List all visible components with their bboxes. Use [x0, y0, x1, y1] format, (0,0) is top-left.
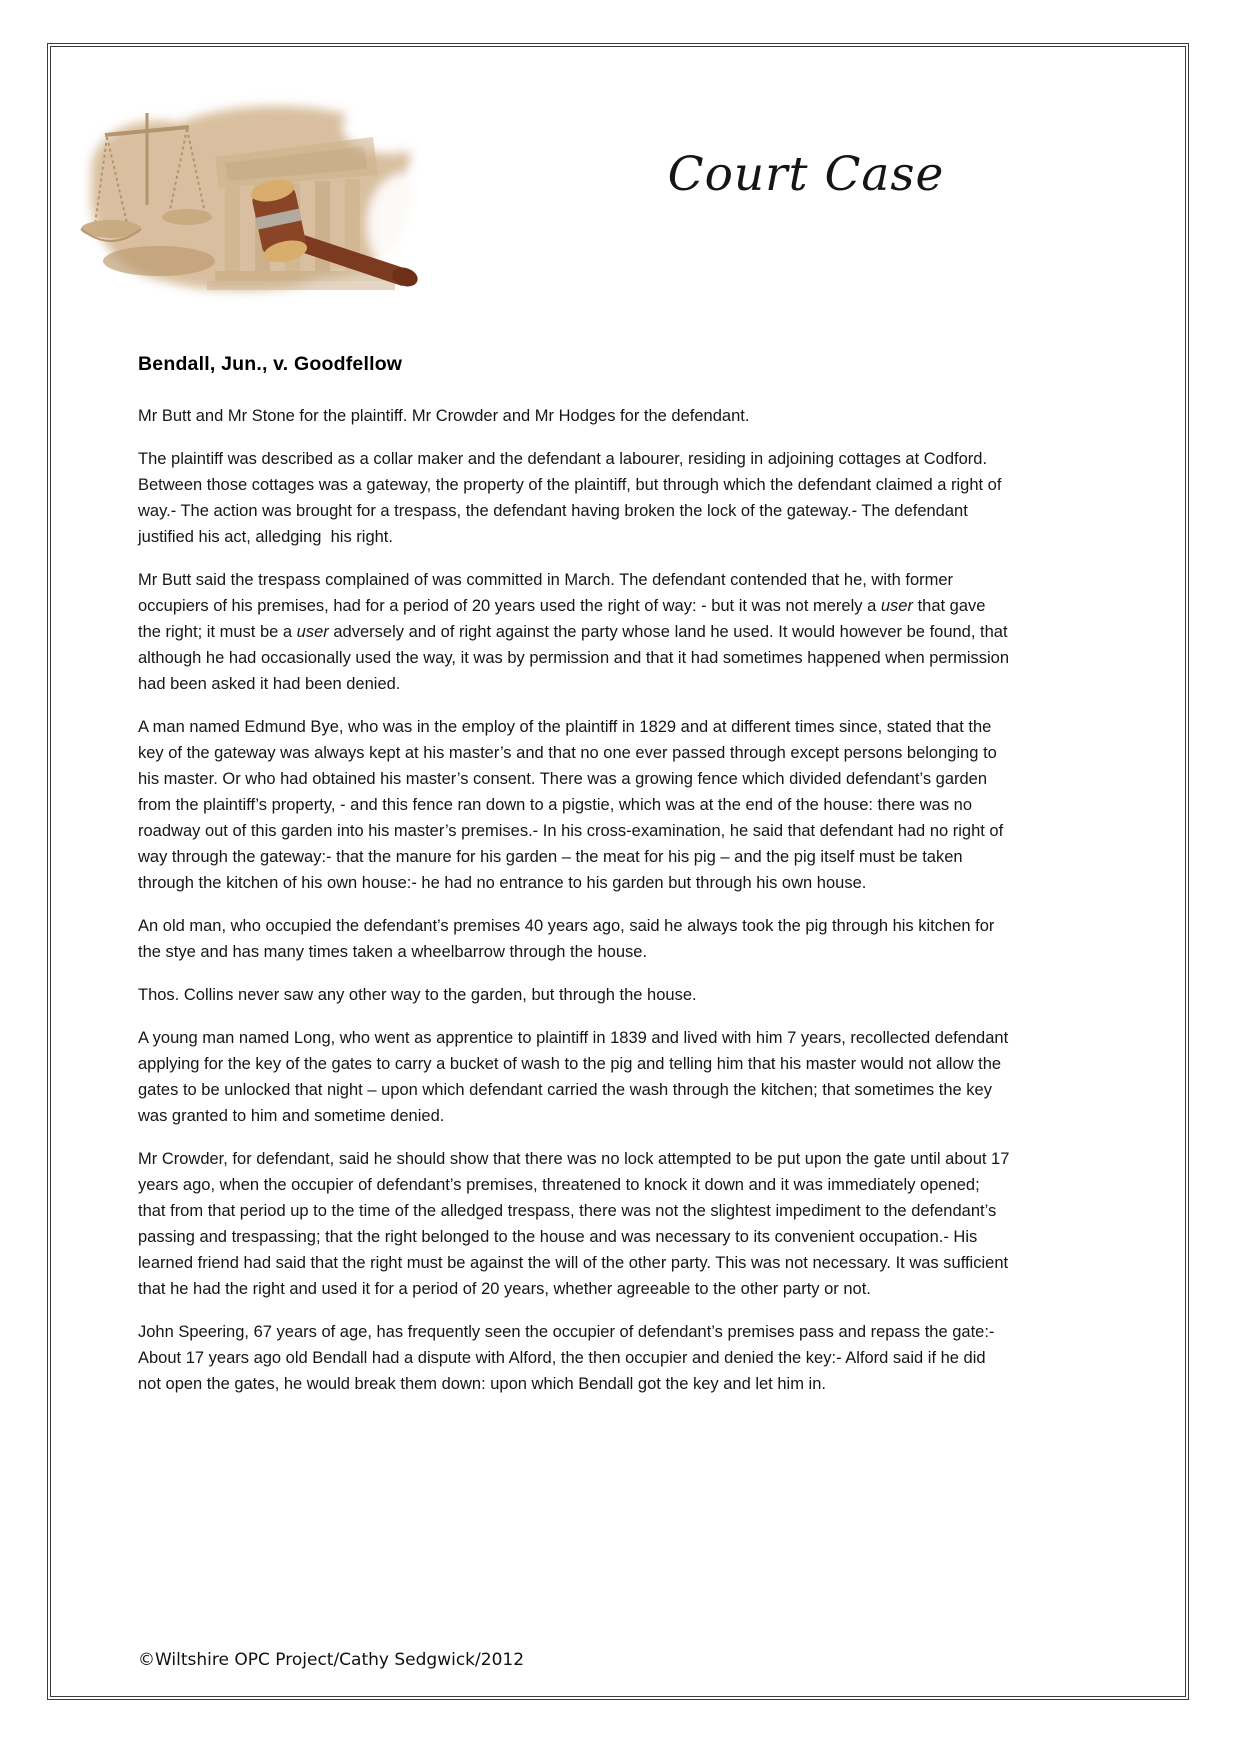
- paragraph: A young man named Long, who went as apprentice to plaintiff in 1839 and lived with him 7 years, recollected defendant applying for the key of the gates to carry a bucket of wash to the pig and telling him that his master would not allow the gates to be unlocked that night – upon which defendant carried the wash through the kitchen; that sometimes the key was granted to him and sometime denied.: [138, 1029, 1013, 1125]
- page-frame: [47, 43, 1189, 1700]
- paragraph: John Speering, 67 years of age, has frequently seen the occupier of defendant’s premises pass and repass the gate:- About 17 years ago old Bendall had a dispute with Alford, the then occupier and denied the key:- Alford said if he did not open the gates, he would break them down: upon which Bendall got the key and let him in.: [138, 1323, 999, 1393]
- paragraph-run-italic: user: [296, 623, 329, 641]
- paragraph-run: adversely and of right against the party whose land he used. It would however be found, that although he had occasionally used the way, it was by permission and that it had sometimes happened when permission had been asked it had been denied.: [138, 623, 1014, 693]
- paragraph: Thos. Collins never saw any other way to the garden, but through the house.: [138, 986, 697, 1004]
- paragraph: The plaintiff was described as a collar maker and the defendant a labourer, residing in adjoining cottages at Codford. Between those cottages was a gateway, the property of the plaintiff, but through which the defendant claimed a right of way.- The action was brought for a trespass, the defendant having broken the lock of the gateway.- The defendant justified his act, alledging his right.: [138, 450, 1007, 546]
- paragraph: A man named Edmund Bye, who was in the employ of the plaintiff in 1829 and at different times since, stated that the key of the gateway was always kept at his master’s and that no one ever passed through except persons belonging to his master. Or who had obtained his master’s consent. There was a growing fence which divided defendant’s garden from the plaintiff’s property, - and this fence ran down to a pigstie, which was at the end of the house: there was no roadway out of this garden into his master’s premises.- In his cross-examination, he said that defendant had no right of way through the gateway:- that the manure for his garden – the meat for his pig – and the pig itself must be taken through the kitchen of his own house:- he had no entrance to his garden but through his own house.: [138, 718, 1008, 892]
- footer-credit: ©Wiltshire OPC Project/Cathy Sedgwick/2012: [138, 1650, 525, 1670]
- page-title: Court Case: [667, 147, 945, 202]
- paragraph: Mr Butt and Mr Stone for the plaintiff. Mr Crowder and Mr Hodges for the defendant.: [138, 407, 750, 425]
- paragraph: [138, 567, 1014, 697]
- paragraph-run-italic: user: [880, 597, 913, 615]
- justice-image: [67, 85, 429, 309]
- case-heading: Bendall, Jun., v. Goodfellow: [138, 353, 403, 375]
- paragraph: Mr Crowder, for defendant, said he should show that there was no lock attempted to be put upon the gate until about 17 years ago, when the occupier of defendant’s premises, threatened to knock it down and it was immediately opened; that from that period up to the time of the alledged trespass, there was not the slightest impediment to the defendant’s passing and trespassing; that the right belonged to the house and was necessary to its convenient occupation.- His learned friend had said that the right must be against the will of the other party. This was not necessary. It was sufficient that he had the right and used it for a period of 20 years, whether agreeable to the other party or not.: [138, 1150, 1014, 1298]
- paragraph: An old man, who occupied the defendant’s premises 40 years ago, said he always took the pig through his kitchen for the stye and has many times taken a wheelbarrow through the house.: [138, 917, 999, 961]
- article-body: [138, 353, 1014, 1414]
- paragraph-run: Mr Butt said the trespass complained of was committed in March. The defendant contended that he, with former occupiers of his premises, had for a period of 20 years used the right of way: - but it was not merely a: [138, 571, 958, 615]
- paragraph-run: that gave the right; it must be a: [138, 597, 991, 641]
